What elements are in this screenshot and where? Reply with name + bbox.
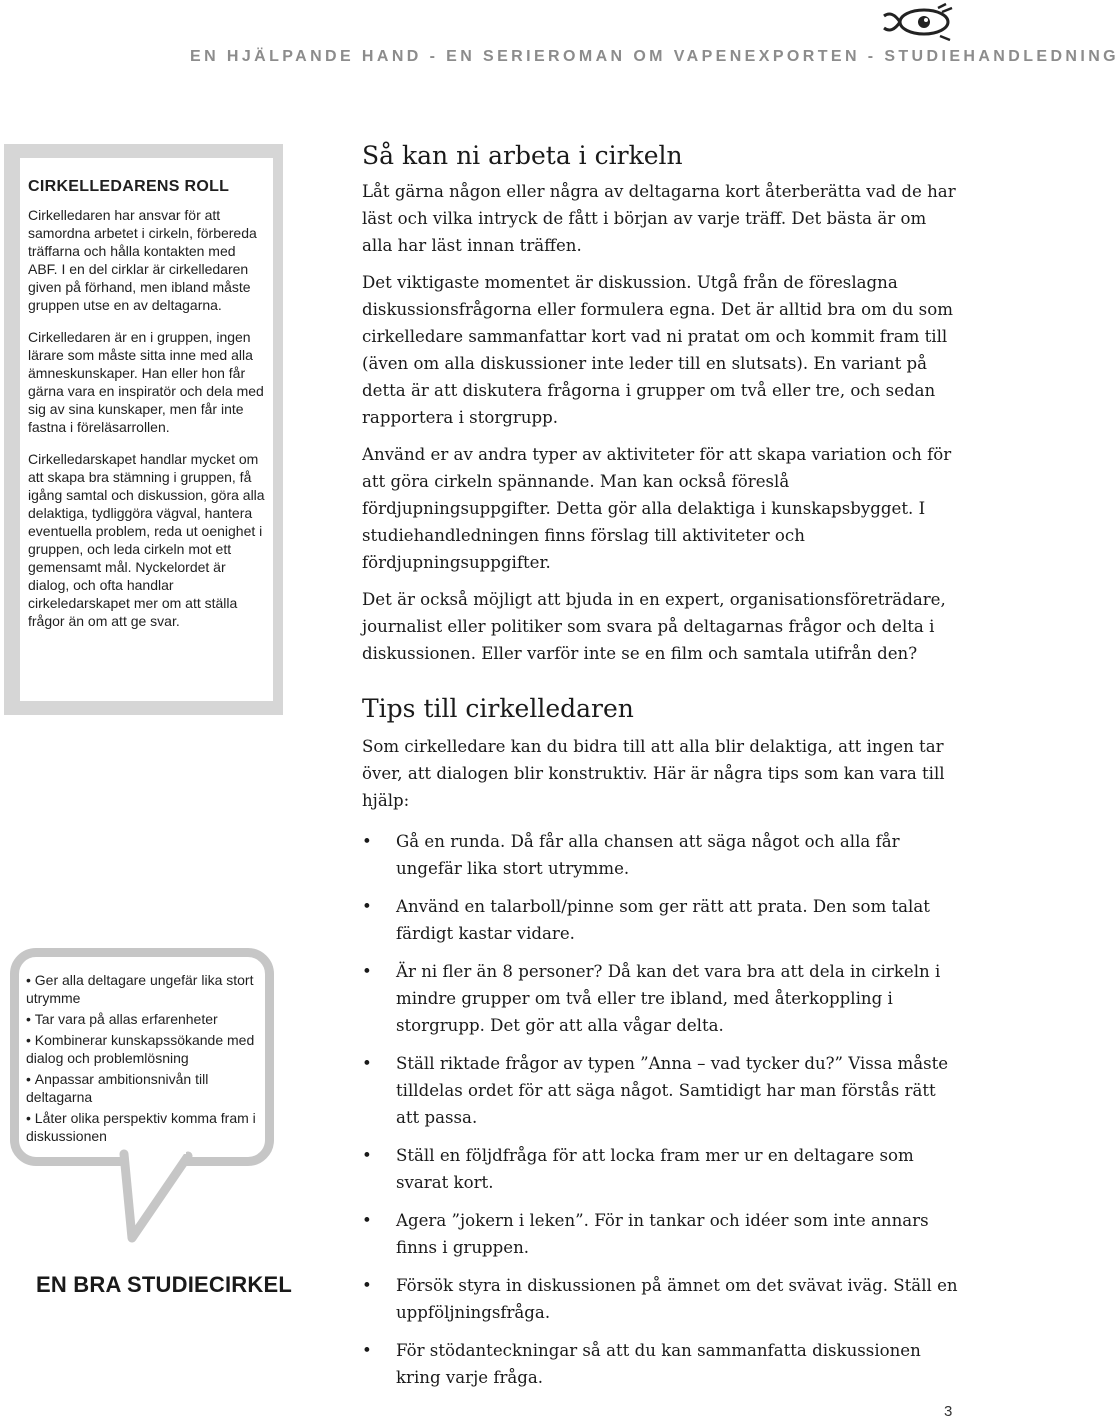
studiecirkel-title: EN BRA STUDIECIRKEL <box>36 1272 292 1297</box>
sidebar-paragraph: Cirkelledaren är en i gruppen, ingen lärare som måste sitta inne med alla ämneskunskaper. Han eller hon får gärna vara en inspiratör och dela med sig av sina kunskaper, men får inte fastna i föreläsarrollen. <box>28 329 264 435</box>
list-item: • För stödanteckningar så att du kan sammanfatta diskussionen kring varje fråga. <box>362 1337 960 1391</box>
body-paragraph: Det viktigaste momentet är diskussion. Utgå från de föreslagna diskussionsfrågorna eller formulera egna. Det är alltid bra om du som cirkelledare sammanfattar kort vad ni pratat om och kommit fram till (även om alla diskussioner inte leder till en slutsats). En variant på detta är att diskutera frågorna i grupper om två eller tre, och sedan rapportera i storgrupp. <box>362 273 953 427</box>
list-item: • Är ni fler än 8 personer? Då kan det vara bra att dela in cirkeln i mindre grupper om två eller tre ibland, med återkoppling i storgrupp. Det gör att alla vågar delta. <box>362 958 960 1039</box>
sidebar-paragraph: Cirkelledarskapet handlar mycket om att skapa bra stämning i gruppen, få igång samtal och diskussion, göra alla delaktiga, tydliggöra vägval, hantera eventuella problem, reda ut oenighet i gruppen, och leda cirkeln mot ett gemensamt mål. Nyckelordet är dialog, och ofta handlar cirkeledarskapet mer om att ställa frågor än om att ge svar. <box>28 451 265 629</box>
list-item: • Försök styra in diskussionen på ämnet om det svävat iväg. Ställ en uppföljningsfråga. <box>362 1272 960 1326</box>
body-paragraph: Använd er av andra typer av aktiviteter för att skapa variation och för att göra cirkeln spännande. Man kan också föreslå fördjupningsuppgifter. Detta gör alla delaktiga i kunskapsbygget. I studiehandledningen finns förslag till aktiviteter och fördjupningsuppgifter. <box>362 445 952 572</box>
list-item: • Tar vara på allas erfarenheter <box>26 1010 261 1028</box>
list-item: • Gå en runda. Då får alla chansen att säga något och alla får ungefär lika stort utrymme. <box>362 828 960 882</box>
list-item: • Ger alla deltagare ungefär lika stort utrymme <box>26 971 261 1007</box>
sidebar-paragraph: Cirkelledaren har ansvar för att samordna arbetet i cirkeln, förbereda träffarna och hålla kontakten med ABF. I en del cirklar är cirkelledaren given på förhand, men ibland måste gruppen utse en av deltagarna. <box>28 207 257 313</box>
eye-logo-icon <box>880 2 958 42</box>
list-item: • Använd en talarboll/pinne som ger rätt att prata. Den som talat färdigt kastar vidare. <box>362 893 960 947</box>
list-item: • Kombinerar kunskapssökande med dialog och problemlösning <box>26 1031 261 1067</box>
body-paragraph: Låt gärna någon eller några av deltagarna kort återberätta vad de har läst och vilka intryck de fått i början av varje träff. Det bästa är om alla har läst innan träffen. <box>362 182 956 255</box>
cirkelledarens-roll-box <box>4 144 283 715</box>
tips-list <box>362 828 960 1391</box>
list-item: • Anpassar ambitionsnivån till deltagarna <box>26 1070 261 1106</box>
list-item: • Ställ riktade frågor av typen ”Anna – vad tycker du?” Vissa måste tilldelas ordet för att säga något. Samtidigt har man förstås rätt att passa. <box>362 1050 960 1131</box>
header-title: EN HJÄLPANDE HAND - EN SERIEROMAN OM VAPENEXPORTEN - STUDIEHANDLEDNING <box>190 48 1119 65</box>
speech-bubble-tail <box>118 1150 208 1246</box>
sidebar-content <box>20 158 273 701</box>
page-number: 3 <box>944 1403 953 1420</box>
main-column <box>362 140 960 1402</box>
studiecirkel-list <box>26 971 261 1148</box>
section-heading: Så kan ni arbeta i cirkeln <box>362 141 683 170</box>
body-paragraph: Som cirkelledare kan du bidra till att alla blir delaktiga, att ingen tar över, att dialogen blir konstruktiv. Här är några tips som kan vara till hjälp: <box>362 737 945 810</box>
list-item: • Agera ”jokern i leken”. För in tankar och idéer som inte annars finns i gruppen. <box>362 1207 960 1261</box>
body-paragraph: Det är också möjligt att bjuda in en expert, organisationsföreträdare, journalist eller politiker som svara på deltagarnas frågor och delta i diskussionen. Eller varför inte se en film och samtala utifrån den? <box>362 590 946 663</box>
section-heading: Tips till cirkelledaren <box>362 694 634 723</box>
list-item: • Låter olika perspektiv komma fram i diskussionen <box>26 1109 261 1145</box>
sidebar-heading: CIRKELLEDARENS ROLL <box>28 178 230 195</box>
list-item: • Ställ en följdfråga för att locka fram mer ur en deltagare som svarat kort. <box>362 1142 960 1196</box>
